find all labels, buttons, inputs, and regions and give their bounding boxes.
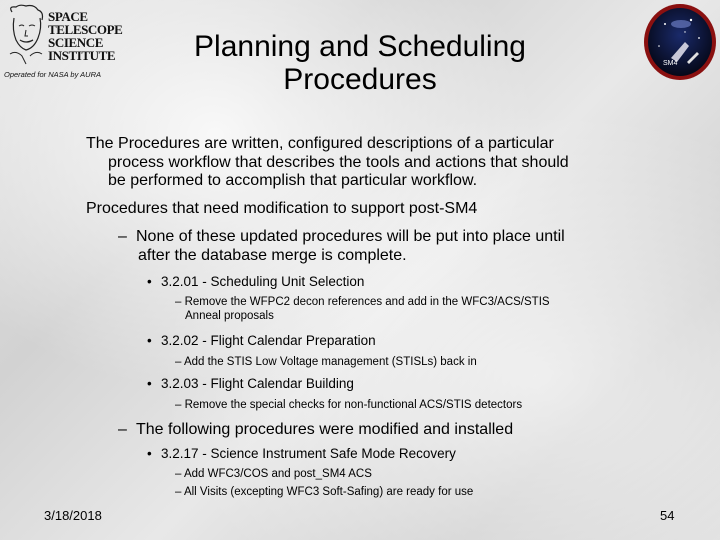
title-line-2: Procedures <box>283 63 437 96</box>
bullet-3-2-17 <box>147 446 627 462</box>
dash-marker: – <box>118 228 127 245</box>
text-line: 3.2.02 - Flight Calendar Preparation <box>161 333 376 348</box>
detail-3-2-02 <box>175 356 645 370</box>
patch-label: SM4 <box>663 60 678 67</box>
dash-marker: – <box>118 421 127 438</box>
sm4-mission-patch <box>641 2 719 82</box>
slide-title <box>130 30 590 96</box>
mission-patch-icon <box>641 2 719 82</box>
text-line: – Remove the special checks for non-functional ACS/STIS detectors <box>175 399 523 411</box>
bullet-marker: • <box>147 376 152 391</box>
text-line: Procedures that need modification to support post-SM4 <box>86 200 478 217</box>
detail-3-2-01 <box>175 296 645 323</box>
bullet-3-2-02 <box>147 333 627 349</box>
sub-item-modified-installed <box>118 421 638 440</box>
bullet-marker: • <box>147 333 152 348</box>
title-line-1: Planning and Scheduling <box>194 30 526 63</box>
text-line: 3.2.17 - Science Instrument Safe Mode Recovery <box>161 446 456 461</box>
stsci-logo <box>2 4 123 82</box>
bullet-3-2-03 <box>147 376 627 392</box>
text-line: be performed to accomplish that particular workflow. <box>108 172 478 189</box>
text-line: – Remove the WFPC2 decon references and add in the WFC3/ACS/STIS <box>175 296 550 308</box>
paragraph-modification-needed <box>86 200 646 219</box>
bullet-3-2-01 <box>147 274 627 290</box>
text-line: The following procedures were modified and installed <box>136 421 514 438</box>
bullet-marker: • <box>147 274 152 289</box>
slide-number: 54 <box>660 508 675 523</box>
text-line: None of these updated procedures will be put into place until <box>136 228 565 245</box>
text-line: Anneal proposals <box>185 309 274 322</box>
paragraph-procedures-definition <box>86 135 646 191</box>
stsci-wordmark: SPACE TELESCOPE SCIENCE INSTITUTE <box>48 9 123 63</box>
text-line: 3.2.01 - Scheduling Unit Selection <box>161 274 365 289</box>
text-line: The Procedures are written, configured descriptions of a particular <box>86 135 554 152</box>
detail-3-2-17 <box>175 468 645 499</box>
slide-date: 3/18/2018 <box>44 508 102 523</box>
stsci-subtitle: Operated for NASA by AURA <box>4 70 101 79</box>
detail-3-2-03 <box>175 399 645 413</box>
einstein-sketch-icon <box>2 4 50 68</box>
sub-item-not-in-place <box>118 228 638 265</box>
text-line: – Add WFC3/COS and post_SM4 ACS <box>175 468 372 480</box>
bullet-marker: • <box>147 446 152 461</box>
text-line: – All Visits (excepting WFC3 Soft-Safing) are ready for use <box>175 485 474 498</box>
text-line: process workflow that describes the tools and actions that should <box>108 153 569 171</box>
text-line: after the database merge is complete. <box>138 246 407 264</box>
text-line: – Add the STIS Low Voltage management (STISLs) back in <box>175 356 477 368</box>
text-line: 3.2.03 - Flight Calendar Building <box>161 376 354 391</box>
